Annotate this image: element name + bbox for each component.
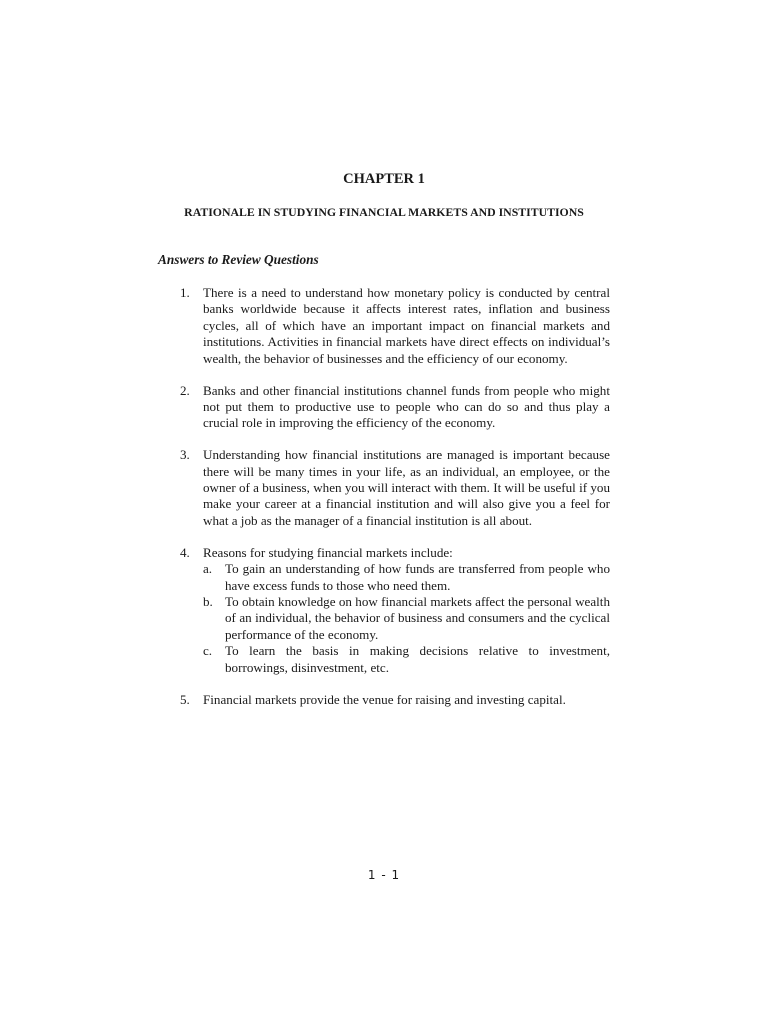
chapter-heading: CHAPTER 1 (343, 171, 425, 187)
sub-item-text: To gain an understanding of how funds are transferred from people who have excess funds to those who need them. (225, 561, 610, 593)
sub-item-letter: a. (203, 561, 213, 577)
answer-item (180, 545, 610, 676)
answer-text: Understanding how financial institutions are managed is important because there will be many times in your life, as an individual, an employee, or the owner of a business, when you will interact with them. It will be useful if you make your career at a financial institution and will also give you a feel for what a job as the manager of a financial institution is all about. (203, 447, 610, 528)
answer-text: Banks and other financial institutions channel funds from people who might not put them to productive use to people who can do so and thus play a crucial role in improving the efficiency of the economy. (203, 382, 610, 431)
answer-number: 2. (180, 382, 190, 398)
answer-item (180, 383, 610, 432)
answer-number: 4. (180, 544, 190, 560)
section-heading: Answers to Review Questions (158, 252, 319, 267)
answer-item (180, 447, 610, 529)
sub-item-letter: c. (203, 643, 213, 659)
sub-item-letter: b. (203, 594, 213, 609)
answer-item (180, 285, 610, 367)
chapter-title: RATIONALE IN STUDYING FINANCIAL MARKETS AND INSTITUTIONS (184, 205, 584, 219)
page-number: 1 - 1 (367, 868, 401, 882)
sub-item (203, 594, 610, 643)
answer-text: Financial markets provide the venue for raising and investing capital. (203, 691, 566, 707)
answer-number: 5. (180, 691, 190, 707)
sub-item (203, 643, 610, 676)
sub-list (203, 561, 610, 676)
answer-text: Reasons for studying financial markets include: (203, 544, 453, 560)
answer-text: There is a need to understand how monetary policy is conducted by central banks worldwide because it affects interest rates, inflation and business cycles, all of which have an important impact on financial markets and institutions. Activities in financial markets have direct effects on individual’s wealth, the behavior of businesses and the efficiency of our economy. (203, 285, 610, 366)
answer-number: 3. (180, 447, 190, 463)
answers-list (180, 285, 610, 723)
sub-item (203, 561, 610, 594)
sub-item-text: To obtain knowledge on how financial markets affect the personal wealth of an individual, the behavior of business and consumers and the cyclical performance of the economy. (225, 594, 610, 642)
sub-item-text: To learn the basis in making decisions relative to investment, borrowings, disinvestment, etc. (225, 643, 610, 675)
answer-number: 1. (180, 285, 190, 300)
answer-item (180, 692, 610, 708)
